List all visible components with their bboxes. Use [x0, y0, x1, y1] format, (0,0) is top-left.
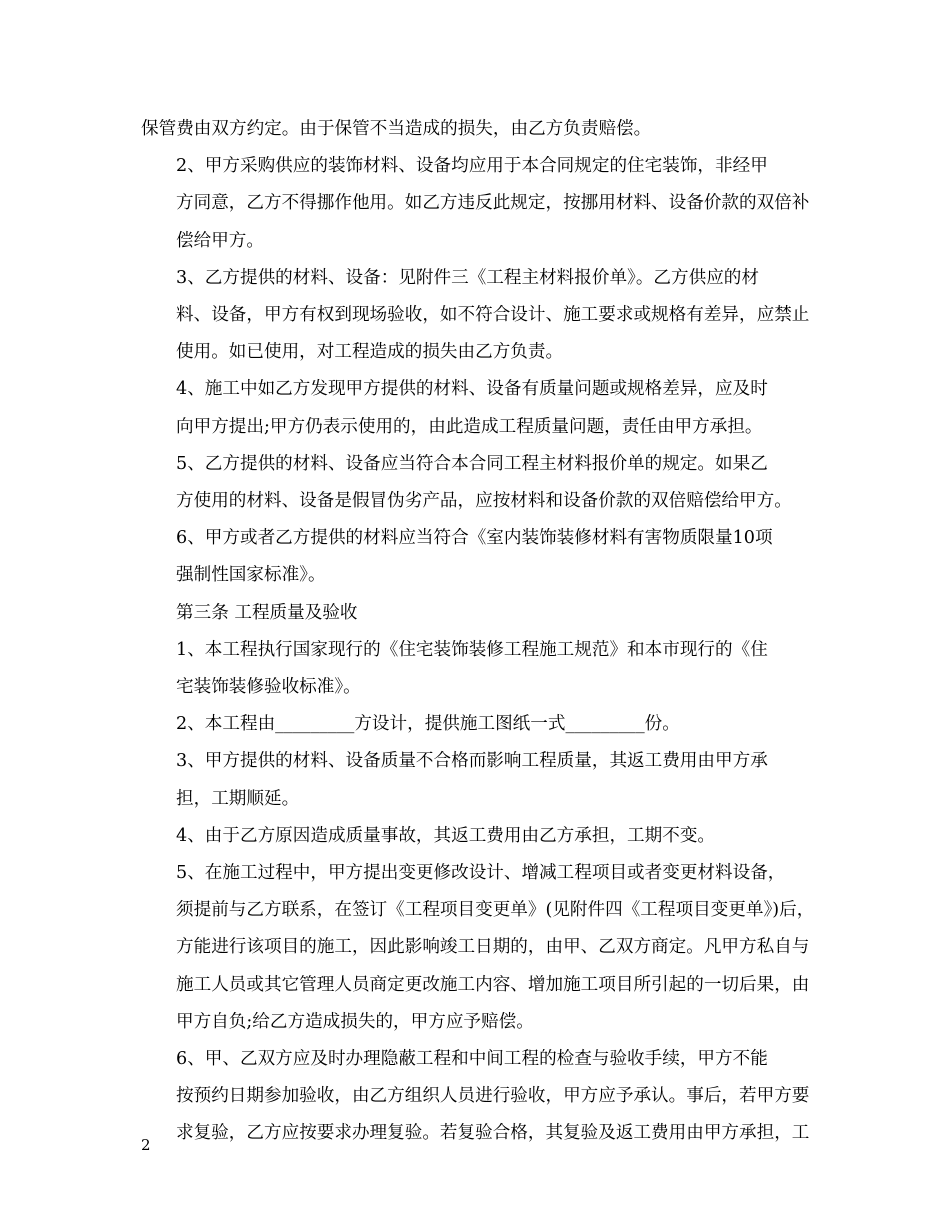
- text-line: 料、设备，甲方有权到现场验收，如不符合设计、施工要求或规格有差异，应禁止: [176, 305, 810, 326]
- text-line: 3、甲方提供的材料、设备质量不合格而影响工程质量，其返工费用由甲方承: [176, 751, 768, 772]
- text-line: 偿给甲方。: [176, 230, 264, 251]
- paragraph: [141, 260, 821, 372]
- text-line: 方能进行该项目的施工，因此影响竣工日期的，由甲、乙双方商定。凡甲方私自与: [176, 937, 810, 958]
- text-line: 4、施工中如乙方发现甲方提供的材料、设备有质量问题或规格差异，应及时: [176, 379, 768, 400]
- text-line: 方使用的材料、设备是假冒伪劣产品，应按材料和设备价款的双倍赔偿给甲方。: [176, 491, 792, 512]
- paragraph: [141, 818, 821, 855]
- text-line: 方同意，乙方不得挪作他用。如乙方违反此规定，按挪用材料、设备价款的双倍补: [176, 193, 810, 214]
- text-line: 2、甲方采购供应的装饰材料、设备均应用于本合同规定的住宅装饰，非经甲: [176, 156, 768, 177]
- paragraph: [141, 595, 821, 632]
- text-line: 4、由于乙方原因造成质量事故，其返工费用由乙方承担，工期不变。: [176, 825, 716, 846]
- text-line: 6、甲方或者乙方提供的材料应当符合《室内装饰装修材料有害物质限量10项: [176, 528, 773, 549]
- text-line: 宅装饰装修验收标准》。: [176, 677, 361, 698]
- text-line: 施工人员或其它管理人员商定更改施工内容、增加施工项目所引起的一切后果，由: [176, 974, 810, 995]
- text-line: 6、甲、乙双方应及时办理隐蔽工程和中间工程的检查与验收手续，甲方不能: [176, 1049, 768, 1070]
- text-line: 按预约日期参加验收，由乙方组织人员进行验收，甲方应予承认。事后，若甲方要: [176, 1086, 810, 1107]
- text-line: 强制性国家标准》。: [176, 565, 326, 586]
- text-line: 向甲方提出;甲方仍表示使用的，由此造成工程质量问题，责任由甲方承担。: [176, 416, 763, 437]
- text-line: 5、在施工过程中，甲方提出变更修改设计、增减工程项目或者变更材料设备，: [176, 863, 786, 884]
- text-line: 5、乙方提供的材料、设备应当符合本合同工程主材料报价单的规定。如果乙: [176, 453, 768, 474]
- text-line: 保管费由双方约定。由于保管不当造成的损失，由乙方负责赔偿。: [141, 119, 652, 139]
- text-line: 担，工期顺延。: [176, 788, 300, 809]
- text-line: 第三条 工程质量及验收: [176, 602, 358, 623]
- text-line: 求复验，乙方应按要求办理复验。若复验合格，其复验及返工费用由甲方承担，工: [176, 1123, 810, 1144]
- text-line: 3、乙方提供的材料、设备：见附件三《工程主材料报价单》。乙方供应的材: [176, 267, 759, 288]
- text-line: 使用。如已使用，对工程造成的损失由乙方负责。: [176, 342, 564, 363]
- paragraph: [141, 111, 821, 148]
- text-line: 须提前与乙方联系，在签订《工程项目变更单》(见附件四《工程项目变更单》)后，: [176, 900, 815, 921]
- text-line: 甲方自负;给乙方造成损失的，甲方应予赔偿。: [176, 1011, 534, 1032]
- paragraph: [141, 1041, 821, 1153]
- page-number: 2: [141, 1136, 151, 1154]
- text-line: 2、本工程由_________方设计，提供施工图纸一式_________份。: [176, 714, 680, 735]
- paragraph: [141, 632, 821, 706]
- paragraph: [141, 743, 821, 817]
- paragraph: [141, 371, 821, 445]
- paragraph: [141, 446, 821, 520]
- paragraph: [141, 706, 821, 743]
- paragraph: [141, 520, 821, 594]
- text-line: 1、本工程执行国家现行的《住宅装饰装修工程施工规范》和本市现行的《住: [176, 639, 768, 660]
- paragraph: [141, 148, 821, 260]
- paragraph: [141, 855, 821, 1041]
- contract-body: [141, 111, 821, 1153]
